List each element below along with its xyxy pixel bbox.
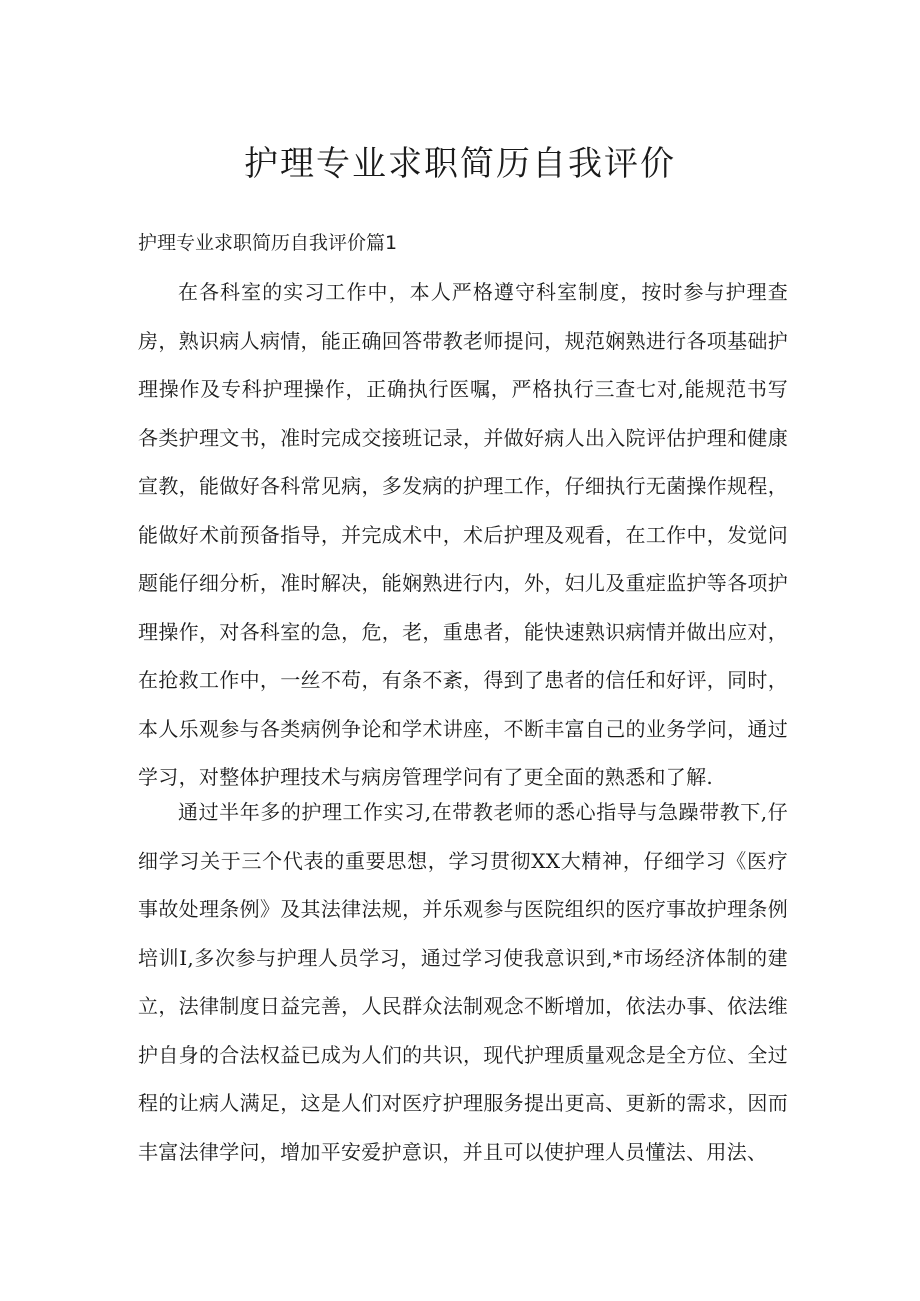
document-title: 护理专业求职简历自我评价 [244,144,676,184]
paragraph-1: 在各科室的实习工作中，本人严格遵守科室制度，按时参与护理查房，熟识病人病情，能正确回答带教老师提问，规范娴熟进行各项基础护理操作及专科护理操作，正确执行医嘱，严格执行三查七对,能规范书写各类护理文书，准时完成交接班记录，并做好病人出入院评估护理和健康宣教，能做好各科常见病，多发病的护理工作，仔细执行无菌操作规程，能做好术前预备指导，并完成术中，术后护理及观看，在工作中，发觉问题能仔细分析，准时解决，能娴熟进行内，外，妇儿及重症监护等各项护理操作，对各科室的急，危，老，重患者，能快速熟识病情并做出应对，在抢救工作中，一丝不苟，有条不紊，得到了患者的信任和好评，同时，本人乐观参与各类病例争论和学术讲座，不断丰富自己的业务学问，通过学习，对整体护理技术与病房管理学问有了更全面的熟悉和了解. [138,280,788,789]
paragraph-2: 通过半年多的护理工作实习,在带教老师的悉心指导与急躁带教下,仔细学习关于三个代表的重要思想，学习贯彻XX大精神，仔细学习《医疗事故处理条例》及其法律法规，并乐观参与医院组织的医疗事故护理条例培训I,多次参与护理人员学习，通过学习使我意识到,*市场经济体制的建立，法律制度日益完善，人民群众法制观念不断增加，依法办事、依法维护自身的合法权益已成为人们的共识，现代护理质量观念是全方位、全过程的让病人满足，这是人们对医疗护理服务提出更高、更新的需求，因而丰富法律学问，增加平安爱护意识，并且可以使护理人员懂法、用法、 [138,800,788,1164]
section-heading: 护理专业求职简历自我评价篇1 [138,232,398,254]
